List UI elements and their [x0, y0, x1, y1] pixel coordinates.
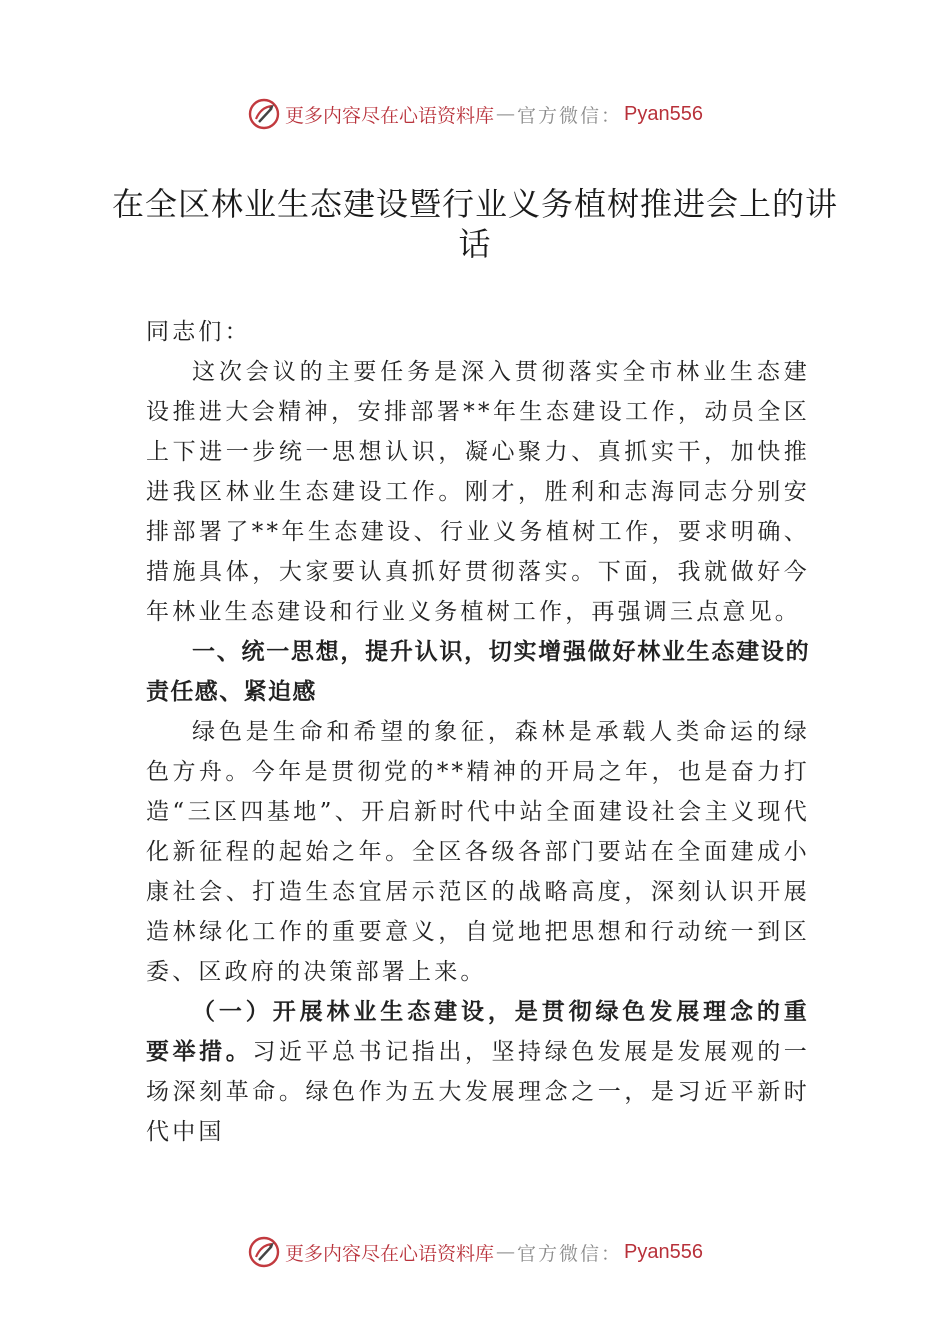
watermark-wechat-label: 官方微信： [517, 1242, 623, 1265]
watermark-brand: 更多内容尽在心语资料库 [285, 104, 495, 127]
subheading-1: （一）开展林业生态建设，是贯彻绿色发展理念的重要举措。 [146, 998, 810, 1065]
paragraph-green: 绿色是生命和希望的象征，森林是承载人类命运的绿色方舟。今年是贯彻党的**精神的开局之年，也是奋力打造“三区四基地”、开启新时代中站全面建设社会主义现代化新征程的起始之年。全区各级各部门要站在全面建成小康社会、打造生态宜居示范区的战略高度，深刻认识开展造林绿化工作的重要意义，自觉地把思想和行动统一到区委、区政府的决策部署上来。 [146, 719, 810, 985]
document-body [146, 312, 810, 1152]
paragraph-intro: 这次会议的主要任务是深入贯彻落实全市林业生态建设推进大会精神，安排部署**年生态建设工作，动员全区上下进一步统一思想认识，凝心聚力、真抓实干，加快推进我区林业生态建设工作。刚才，胜利和志海同志分别安排部署了**年生态建设、行业义务植树工作，要求明确、措施具体，大家要认真抓好贯彻落实。下面，我就做好今年林业生态建设和行业义务植树工作，再强调三点意见。 [146, 359, 810, 625]
watermark-wechat-id: Pyan556 [624, 102, 703, 125]
salutation: 同志们： [146, 319, 251, 345]
watermark-wechat-label: 官方微信： [517, 104, 623, 127]
paragraph-subsection-1-text: 习近平总书记指出，坚持绿色发展是发展观的一场深刻革命。绿色作为五大发展理念之一，是习近平新时代中国 [146, 1039, 810, 1145]
watermark-separator: — [496, 103, 516, 125]
header-watermark [0, 94, 950, 134]
paragraph-subsection-1 [146, 992, 810, 1152]
watermark-separator: — [496, 1241, 516, 1263]
pen-logo-icon [247, 1235, 281, 1269]
section-heading-1: 一、统一思想，提升认识，切实增强做好林业生态建设的责任感、紧迫感 [146, 639, 810, 705]
watermark-brand: 更多内容尽在心语资料库 [285, 1242, 495, 1265]
watermark-wechat-id: Pyan556 [624, 1240, 703, 1263]
pen-logo-icon [247, 97, 281, 131]
document-title: 在全区林业生态建设暨行业义务植树推进会上的讲话 [111, 185, 838, 263]
footer-watermark [0, 1232, 950, 1272]
